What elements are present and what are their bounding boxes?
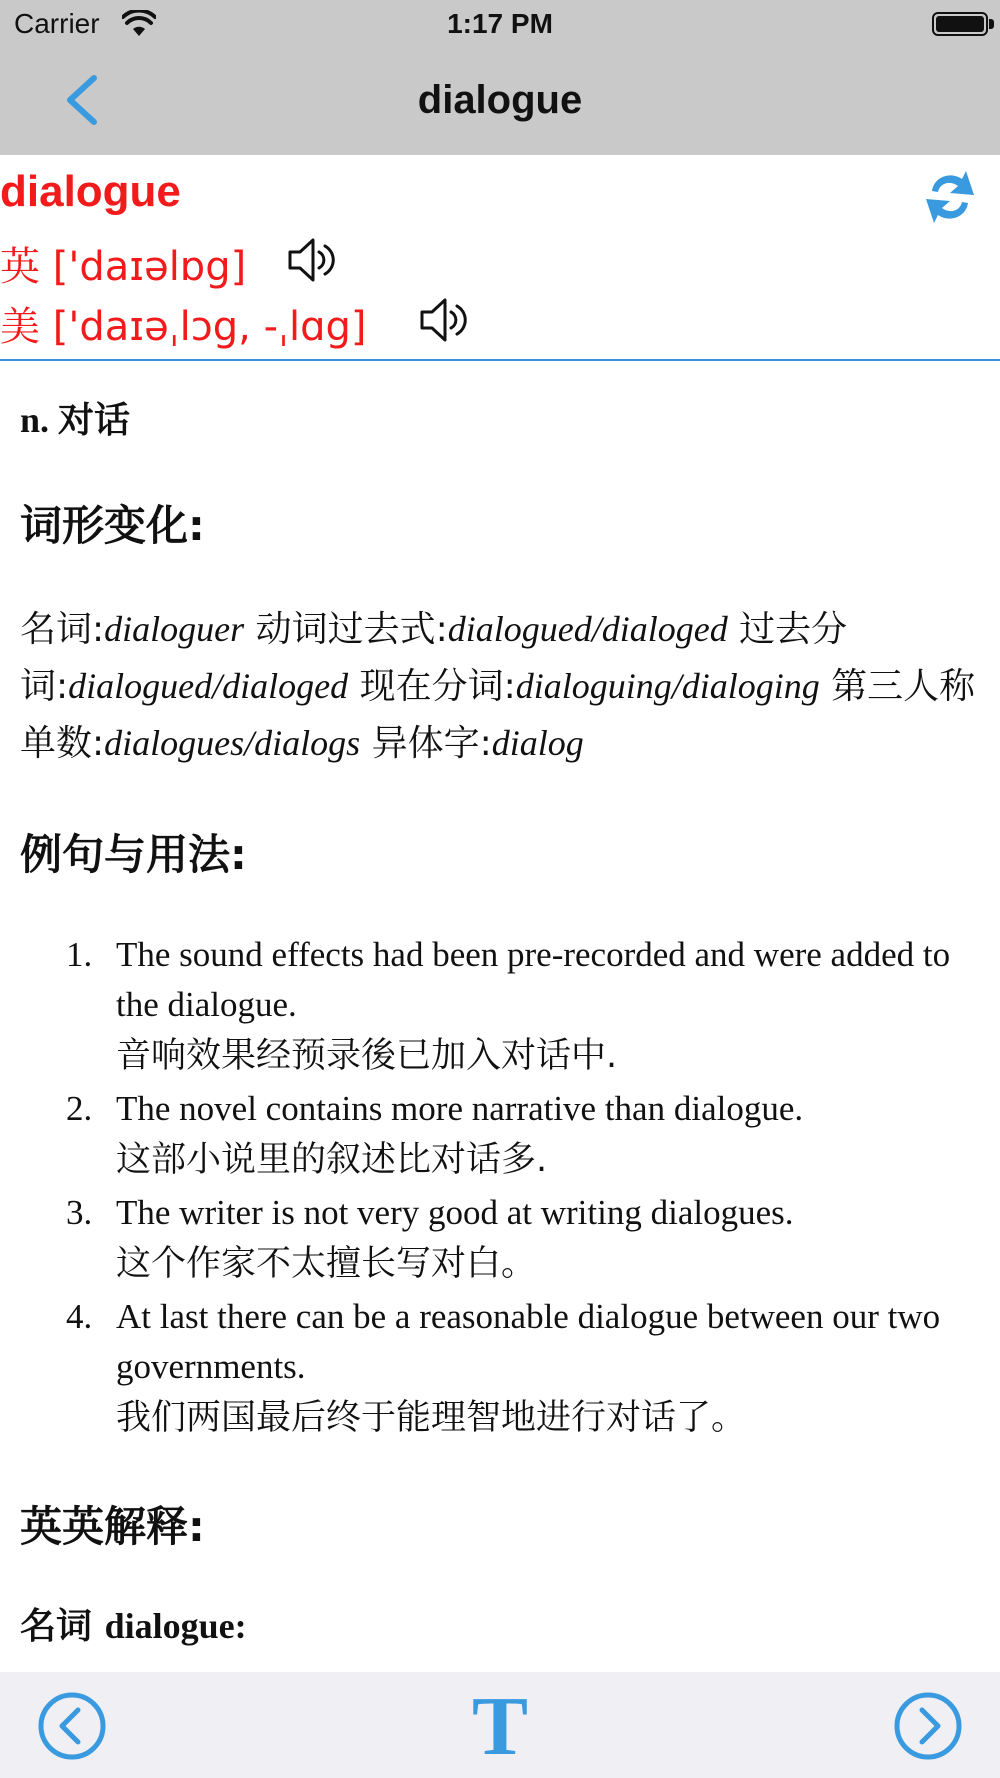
- list-item: [20, 1084, 980, 1186]
- example-chinese: 这个作家不太擅长写对白。: [116, 1244, 537, 1284]
- top-bar: [0, 0, 1000, 155]
- part-of-speech-line: n. 对话: [20, 400, 131, 440]
- example-chinese: 音响效果经预录後已加入对话中.: [116, 1036, 618, 1076]
- morph-label: 异体字:: [371, 723, 492, 764]
- battery-tip: [989, 19, 994, 29]
- morph-label: 现在分词:: [359, 666, 516, 707]
- carrier-label: Carrier: [14, 8, 100, 39]
- pronunciation-uk: 英 ['daɪəlɒg]: [0, 244, 247, 290]
- morph-value: dialog: [491, 723, 584, 763]
- example-number: 4.: [66, 1297, 93, 1336]
- sub-word: dialogue:: [104, 1606, 247, 1646]
- morph-value: dialogues/dialogs: [104, 723, 361, 763]
- example-english: The writer is not very good at writing dialogues.: [116, 1193, 794, 1232]
- bottom-toolbar: [0, 1672, 1000, 1778]
- sub-pos-label: 名词: [20, 1606, 93, 1647]
- list-item: [20, 930, 980, 1082]
- example-english: The novel contains more narrative than dialogue.: [116, 1089, 804, 1128]
- example-chinese: 我们两国最后终于能理智地进行对话了。: [116, 1398, 747, 1438]
- morph-label: 第三人称单数:: [20, 666, 976, 764]
- example-english: At last there can be a reasonable dialogue between our two governments.: [116, 1297, 941, 1386]
- pronunciation-us: 美 ['daɪəˌlɔg, -ˌlɑg]: [0, 304, 367, 350]
- example-number: 3.: [66, 1193, 93, 1232]
- morph-forms: [20, 601, 980, 772]
- refresh-icon[interactable]: [922, 165, 978, 229]
- morph-label: 名词:: [20, 609, 105, 650]
- english-definition-title: 英英解释:: [20, 1502, 205, 1551]
- list-item: [20, 1292, 980, 1444]
- examples-section-title: 例句与用法:: [20, 830, 247, 879]
- morph-value: dialogued/dialoged: [447, 609, 728, 649]
- example-english: The sound effects had been pre-recorded and were added to the dialogue.: [116, 935, 951, 1024]
- morph-label: 过去分词:: [20, 609, 848, 707]
- page-title: dialogue: [417, 78, 583, 122]
- speaker-us-icon[interactable]: [418, 295, 470, 345]
- morph-label: 动词过去式:: [255, 609, 448, 650]
- morph-value: dialoguer: [104, 609, 245, 649]
- next-word-button[interactable]: [892, 1690, 964, 1762]
- speaker-uk-icon[interactable]: [286, 235, 338, 285]
- example-chinese: 这部小说里的叙述比对话多.: [116, 1140, 548, 1180]
- examples-list: [20, 930, 980, 1444]
- morph-section-title: 词形变化:: [20, 501, 205, 550]
- previous-word-button[interactable]: [36, 1690, 108, 1762]
- english-definition-subtitle: [20, 1598, 980, 1649]
- example-number: 2.: [66, 1089, 93, 1128]
- list-item: [20, 1188, 980, 1290]
- text-size-button[interactable]: [462, 1684, 538, 1764]
- definition-content[interactable]: [0, 362, 1000, 1672]
- morph-value: dialoguing/dialoging: [515, 666, 820, 706]
- battery-icon: [932, 12, 988, 36]
- status-time: 1:17 PM: [447, 8, 553, 39]
- status-bar: [0, 0, 1000, 50]
- text-size-icon: T: [471, 1684, 529, 1764]
- morph-value: dialogued/dialoged: [68, 666, 349, 706]
- example-number: 1.: [66, 935, 93, 974]
- headword: dialogue: [0, 167, 181, 216]
- entry-header: [0, 155, 1000, 361]
